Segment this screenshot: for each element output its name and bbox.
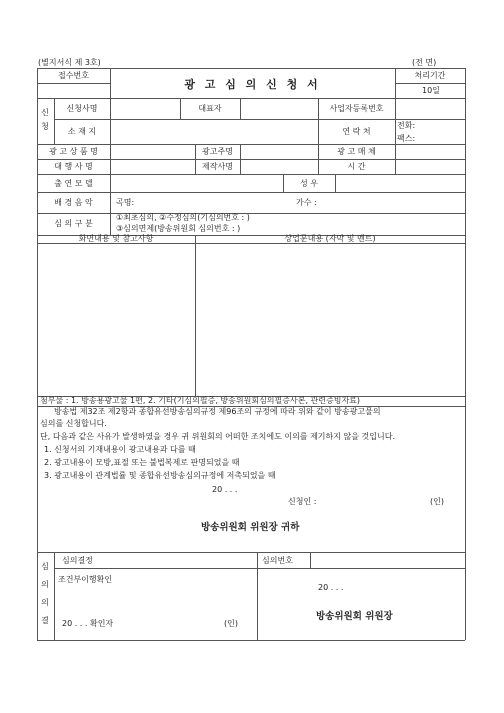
- review-result-section-label: 심 의 의 결: [41, 562, 49, 625]
- chairman-title: 방송위원회 위원장: [316, 611, 393, 622]
- time-label: 시 간: [347, 162, 366, 171]
- receipt-number-label: 접수번호: [58, 71, 89, 80]
- applicant-name-label: 신청사명: [66, 104, 98, 113]
- condition-item-2: 2. 광고내용이 모방,표절 또는 불법복제로 판명되었을 때: [44, 458, 240, 467]
- declaration-paragraph-1b: 심의를 신청합니다.: [40, 419, 107, 428]
- screen-content-header: 화면내용 및 참고사항: [78, 234, 154, 243]
- business-registration-label: 사업자등록번호: [329, 104, 384, 113]
- page-side-label: (전 면): [412, 58, 437, 67]
- processing-period-value: 10일: [422, 86, 440, 95]
- processing-period-label: 처리기간: [414, 71, 446, 80]
- applicant-signature-label: 신청인 :: [288, 497, 317, 506]
- conditional-confirmation-label: 조건부이행확인: [58, 575, 113, 584]
- address-label: 소 재 지: [67, 127, 97, 136]
- product-name-label: 광 고 상 품 명: [49, 147, 98, 156]
- declaration-paragraph-2: 단, 다음과 같은 사유가 발생하였을 경우 귀 위원회의 어떠한 조치에도 이의를 제기하지 않을 것입니다.: [40, 432, 395, 441]
- confirmation-date-and-confirmer: 20 . . . 확인자: [62, 619, 114, 628]
- advertiser-label: 광고주명: [202, 147, 233, 156]
- chairman-date: 20 . . .: [318, 583, 344, 592]
- model-label: 출 연 모 델: [54, 179, 93, 188]
- form-title: 광 고 심 의 신 청 서: [184, 78, 321, 91]
- bgm-label: 배 경 음 악: [54, 198, 93, 207]
- applicant-seal-label: (인): [430, 497, 444, 506]
- review-number-label: 심의번호: [262, 556, 293, 565]
- confirmer-seal-label: (인): [224, 619, 238, 628]
- addressee-text: 방송위원회 위원장 귀하: [201, 522, 300, 533]
- review-decision-label: 심의결정: [62, 556, 93, 565]
- representative-label: 대표자: [198, 104, 222, 113]
- audio-content-header: 상업문내용 (자막 및 멘트): [284, 234, 376, 243]
- declaration-paragraph-1: 방송법 제32조 제2항과 종합유선방송심의규정 제96조의 규정에 따라 위와 같이 방송광고물의: [54, 407, 381, 416]
- attachments-text: 첨부물 : 1. 방송용광고물 1편, 2. 기타(기심의필증, 방송위원회심의필증사본, 관련증빙자료): [40, 396, 361, 405]
- condition-item-1: 1. 신청서의 기재내용이 광고내용과 다를 때: [44, 445, 196, 454]
- review-option-2: ③심의면제(방송위원회 심의번호 : ): [116, 224, 241, 233]
- review-option-1: ①최초심의, ②수정심의(기심의번호 : ): [116, 213, 250, 222]
- fax-label: 팩스:: [397, 134, 416, 143]
- song-title-label: 곡명:: [116, 198, 135, 207]
- medium-label: 광 고 매 체: [337, 147, 376, 156]
- form-number: (별지서식 제 3호): [38, 58, 101, 67]
- application-date: 20 . . .: [212, 485, 238, 494]
- singer-label: 가수 :: [296, 198, 317, 207]
- contact-label: 연 락 처: [342, 127, 371, 136]
- phone-label: 전화:: [397, 121, 416, 130]
- producer-name-label: 제작사명: [202, 162, 233, 171]
- agency-name-label: 대 행 사 명: [54, 162, 93, 171]
- review-type-label: 심 의 구 분: [54, 219, 93, 228]
- voice-actor-label: 성 우: [300, 179, 318, 188]
- condition-item-3: 3. 광고내용이 관계법률 및 종합유선방송심의규정에 저촉되었을 때: [44, 471, 276, 480]
- applicant-section-label: 신 청: [41, 108, 49, 131]
